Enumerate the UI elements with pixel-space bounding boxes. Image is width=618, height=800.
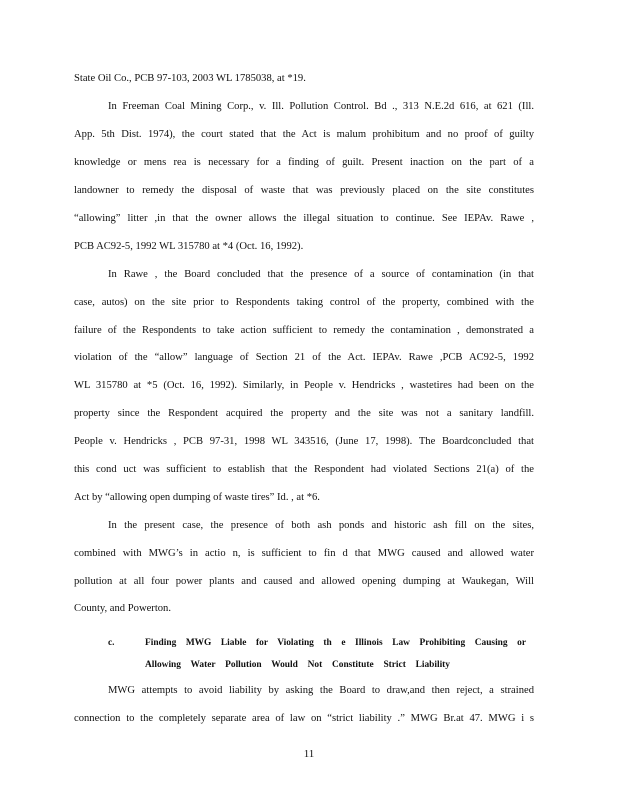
text-line: State Oil Co., PCB 97-103, 2003 WL 1785038, at *19. <box>74 73 306 84</box>
text-line: In Freeman Coal Mining Corp., v. Ill. Pollution Control. Bd ., 313 N.E.2d 616, at 621 (Ill. <box>108 101 534 112</box>
text-line: MWG attempts to avoid liability by asking the Board to draw,and then reject, a strained <box>108 685 534 696</box>
text-line: In the present case, the presence of both ash ponds and historic ash fill on the sites, <box>108 520 534 531</box>
text-line: case, autos) on the site prior to Respondents taking control of the property, combined with the <box>74 297 534 308</box>
text-line: failure of the Respondents to take action sufficient to remedy the contamination , demonstrated a <box>74 325 534 336</box>
text-line: County, and Powerton. <box>74 603 172 614</box>
text-line: In Rawe , the Board concluded that the presence of a source of contamination (in that <box>108 269 534 280</box>
subsection-heading: Finding MWG Liable for Violating th e Illinois Law Prohibiting Causing or <box>145 638 526 648</box>
text-line: PCB AC92-5, 1992 WL 315780 at *4 (Oct. 16, 1992). <box>74 241 304 252</box>
text-line: knowledge or mens rea is necessary for a finding of guilt. Present inaction on the part of a <box>74 157 534 168</box>
text-line: this cond uct was sufficient to establish that the Respondent had violated Sections 21(a) of the <box>74 464 534 475</box>
subsection-heading: Allowing Water Pollution Would Not Constitute Strict Liability <box>145 660 450 670</box>
text-line: Act by “allowing open dumping of waste tires” Id. , at *6. <box>74 492 320 503</box>
text-line: App. 5th Dist. 1974), the court stated that the Act is malum prohibitum and no proof of guilty <box>74 129 534 140</box>
page-number: 11 <box>303 748 315 760</box>
text-line: combined with MWG’s in actio n, is sufficient to fin d that MWG caused and allowed water <box>74 548 534 559</box>
text-line: People v. Hendricks , PCB 97-31, 1998 WL 343516, (June 17, 1998). The Boardconcluded that <box>74 436 534 447</box>
subsection-letter: c. <box>108 638 115 648</box>
text-line: connection to the completely separate area of law on “strict liability .” MWG Br.at 47. MWG i s <box>74 713 534 724</box>
text-line: “allowing” litter ,in that the owner allows the illegal situation to continue. See IEPAv. Rawe , <box>74 213 534 224</box>
text-line: WL 315780 at *5 (Oct. 16, 1992). Similarly, in People v. Hendricks , wastetires had been on the <box>74 380 534 391</box>
text-line: landowner to remedy the disposal of waste that was previously placed on the site constitutes <box>74 185 534 196</box>
text-line: property since the Respondent acquired the property and the site was not a sanitary landfill. <box>74 408 534 419</box>
text-line: pollution at all four power plants and caused and allowed opening dumping at Waukegan, Will <box>74 576 534 587</box>
text-line: violation of the “allow” language of Section 21 of the Act. IEPAv. Rawe ,PCB AC92-5, 1992 <box>74 352 534 363</box>
